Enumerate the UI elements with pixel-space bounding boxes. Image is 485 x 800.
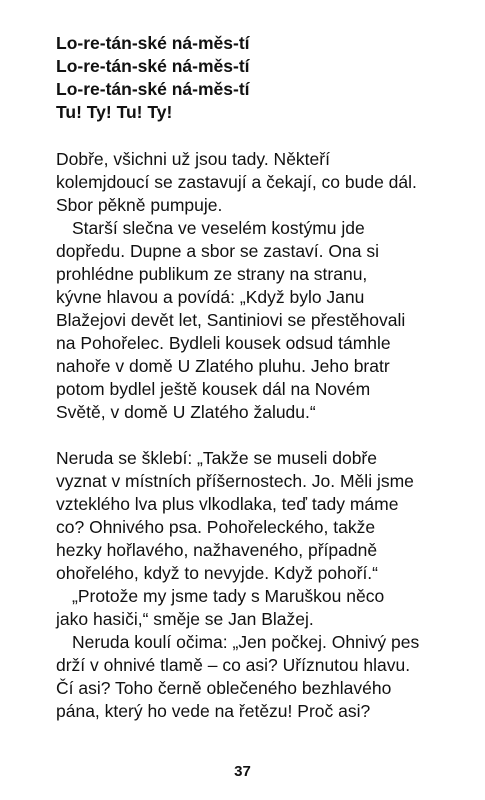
chant-line: Lo-re-tán-ské ná-měs-tí [56,56,250,76]
text-line: Blažejovi devět let, Santiniovi se přestěhovali [56,310,406,330]
text-line: kolemjdoucí se zastavují a čekají, co bude dál. [56,172,417,192]
text-line: Starší slečna ve veselém kostýmu jde [72,218,365,238]
text-line: potom bydlel ještě kousek dál na Novém [56,379,371,399]
text-line: jako hasiči,“ směje se Jan Blažej. [56,609,314,629]
chant-line: Lo-re-tán-ské ná-měs-tí [56,79,250,99]
chant-line: Lo-re-tán-ské ná-měs-tí [56,33,250,53]
section-break [56,424,472,447]
text-line: Čí asi? Toho černě oblečeného bezhlavého [56,678,392,698]
paragraph [56,148,472,217]
text-line: kývne hlavou a povídá: „Když bylo Janu [56,287,365,307]
text-line: vyznat v místních příšernostech. Jo. Měli jsme [56,471,414,491]
book-page [56,32,472,723]
text-line: prohlédne publikum ze strany na stranu, [56,264,368,284]
page-number: 37 [234,763,251,780]
paragraph [56,217,472,424]
text-line: „Protože my jsme tady s Maruškou něco [72,586,385,606]
paragraph [56,585,472,631]
text-line: Světě, v domě U Zlatého žaludu.“ [56,402,316,422]
text-line: hezky hořlavého, nažhaveného, případně [56,540,378,560]
text-line: Neruda koulí očima: „Jen počkej. Ohnivý pes [72,632,420,652]
text-line: Dobře, všichni už jsou tady. Někteří [56,149,330,169]
chant-block [56,32,472,124]
text-line: na Pohořelec. Bydleli kousek odsud támhle [56,333,391,353]
text-line: drží v ohnivé tlamě – co asi? Uříznutou hlavu. [56,655,411,675]
text-line: pána, který ho vede na řetězu! Proč asi? [56,701,371,721]
paragraph [56,631,472,723]
chant-line: Tu! Ty! Tu! Ty! [56,102,173,122]
text-line: co? Ohnivého psa. Pohořeleckého, takže [56,517,376,537]
paragraph [56,447,472,585]
text-line: vzteklého lva plus vlkodlaka, teď tady máme [56,494,399,514]
text-line: Neruda se šklebí: „Takže se museli dobře [56,448,377,468]
text-line: nahoře v domě U Zlatého pluhu. Jeho bratr [56,356,390,376]
text-line: dopředu. Dupne a sbor se zastaví. Ona si [56,241,379,261]
text-line: ohořelého, když to nevyjde. Když pohoří.“ [56,563,378,583]
text-line: Sbor pěkně pumpuje. [56,195,223,215]
